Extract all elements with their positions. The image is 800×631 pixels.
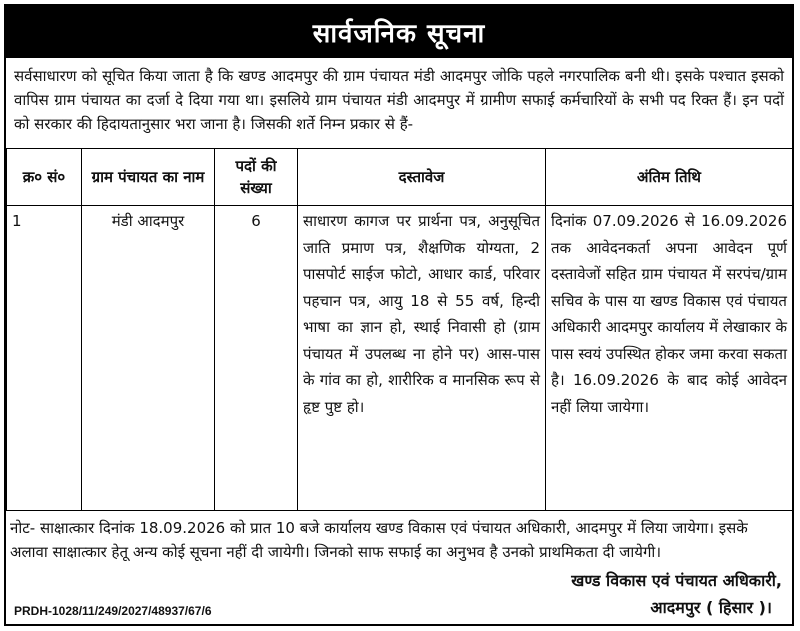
signatory-designation: खण्ड विकास एवं पंचायत अधिकारी, (571, 571, 782, 590)
signatory-place: आदमपुर ( हिसार )। (650, 598, 772, 617)
cell-posts: 6 (215, 206, 298, 511)
notice-title-bar (6, 6, 792, 58)
notice-frame (4, 4, 794, 626)
cell-panchayat: मंडी आदमपुर (82, 206, 215, 511)
cell-last-date: दिनांक 07.09.2026 से 16.09.2026 तक आवेदनकर्ता अपना आवेदन पूर्ण दस्तावेजों सहित ग्राम पंचायत में सरपंच/ग्राम सचिव के पास या खण्ड विकास एवं पंचायत अधिकारी आदमपुर कार्यालय में लेखाकार के पास स्वयं उपस्थित होकर जमा करवा सकता है। 16.09.2026 के बाद कोई आवेदन नहीं लिया जायेगा। (546, 206, 793, 511)
notice-title: सार्वजनिक सूचना (312, 19, 486, 49)
cell-serial: 1 (7, 206, 82, 511)
vacancy-table (6, 148, 793, 511)
header-serial: क्र० सं० (7, 149, 82, 206)
header-documents: दस्तावेज (298, 149, 546, 206)
notice-intro: सर्वसाधारण को सूचित किया जाता है कि खण्ड आदमपुर की ग्राम पंचायत मंडी आदमपुर जोकि पहले नगरपालिक बनी थी। इसके पश्चात इसको वापिस ग्राम पंचायत का दर्जा दे दिया गया था। इसलिये ग्राम पंचायत मंडी आदमपुर में ग्रामीण सफाई कर्मचारियों के सभी पद रिक्त हैं। इन पदों को सरकार की हिदायतानुसार भरा जाना है। जिसकी शर्ते निम्न प्रकार से हैं- (14, 67, 784, 133)
header-posts: पदों की संख्या (215, 149, 298, 206)
cell-documents: साधारण कागज पर प्रार्थना पत्र, अनुसूचित जाति प्रमाण पत्र, शैक्षणिक योग्यता, 2 पासपोर्ट साईज फोटो, आधार कार्ड, परिवार पहचान पत्र, आयु 18 से 55 वर्ष, हिन्दी भाषा का ज्ञान हो, स्थाई निवासी हो (ग्राम पंचायत में उपलब्ध ना होने पर) आस-पास के गांव का हो, शारीरिक व मानसिक रूप से हृष्ट पुष्ट हो। (298, 206, 546, 511)
table-header-row (7, 149, 793, 206)
header-panchayat: ग्राम पंचायत का नाम (82, 149, 215, 206)
header-last-date: अंतिम तिथि (546, 149, 793, 206)
reference-number: PRDH-1028/11/249/2027/48937/67/6 (14, 604, 212, 618)
table-row (7, 206, 793, 511)
interview-note: नोट- साक्षात्कार दिनांक 18.09.2026 को प्रात 10 बजे कार्यालय खण्ड विकास एवं पंचायत अधिकारी, आदमपुर में लिया जायेगा। इसके अलावा साक्षात्कार हेतू अन्य कोई सूचना नहीं दी जायेगी। जिनको साफ सफाई का अनुभव है उनको प्राथमिकता दी जायेगी। (10, 519, 748, 561)
